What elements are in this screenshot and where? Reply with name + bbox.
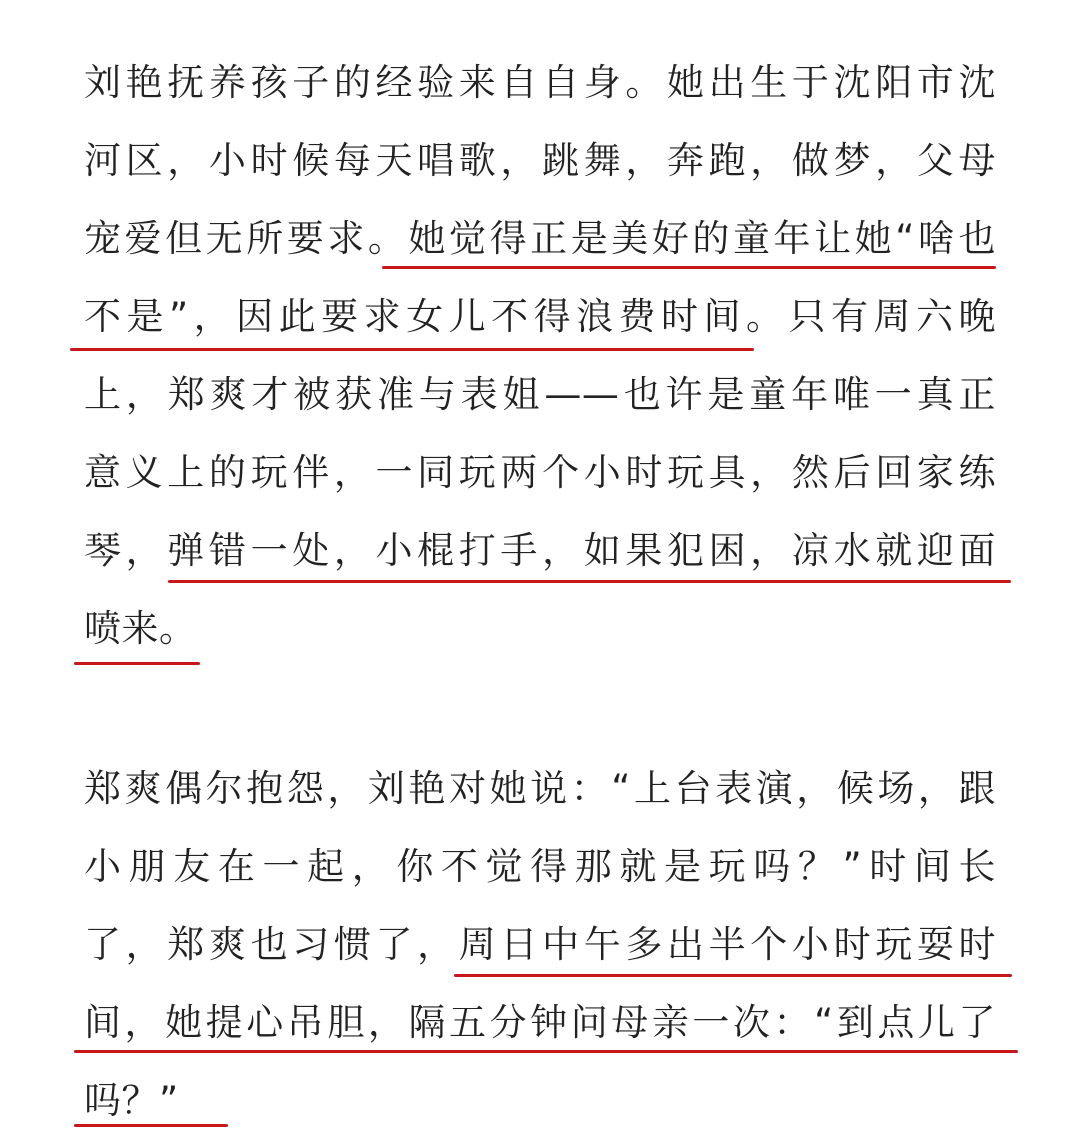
text-line: 宠爱但无所要求。她觉得正是美好的童年让她“啥也 bbox=[84, 217, 996, 260]
text-line: 意义上的玩伴，一同玩两个小时玩具，然后回家练 bbox=[84, 451, 996, 494]
highlight-underline bbox=[454, 974, 1012, 977]
text-line: 郑爽偶尔抱怨，刘艳对她说：“上台表演，候场，跟 bbox=[84, 767, 996, 810]
text-line: 吗？” bbox=[84, 1079, 179, 1122]
text-line: 琴，弹错一处，小棍打手，如果犯困，凉水就迎面 bbox=[84, 529, 996, 572]
highlight-underline bbox=[74, 1050, 1018, 1053]
highlight-underline bbox=[382, 266, 996, 269]
paragraph-1 bbox=[84, 44, 996, 668]
text-line: 喷来。 bbox=[84, 607, 197, 650]
text-line: 上，郑爽才被获准与表姐——也许是童年唯一真正 bbox=[84, 373, 996, 416]
highlight-underline bbox=[70, 348, 754, 351]
highlight-underline bbox=[74, 662, 200, 665]
paragraph-2 bbox=[84, 750, 996, 1140]
text-line: 不是”，因此要求女儿不得浪费时间。只有周六晚 bbox=[84, 295, 996, 338]
text-line: 刘艳抚养孩子的经验来自自身。她出生于沈阳市沈 bbox=[84, 61, 996, 104]
text-line: 间，她提心吊胆，隔五分钟问母亲一次：“到点儿了 bbox=[84, 1001, 996, 1044]
highlight-underline bbox=[168, 580, 1011, 583]
text-line: 河区，小时候每天唱歌，跳舞，奔跑，做梦，父母 bbox=[84, 139, 996, 182]
highlight-underline bbox=[74, 1124, 228, 1127]
text-line: 小朋友在一起，你不觉得那就是玩吗？”时间长 bbox=[84, 845, 996, 888]
text-line: 了，郑爽也习惯了，周日中午多出半个小时玩耍时 bbox=[84, 923, 996, 966]
